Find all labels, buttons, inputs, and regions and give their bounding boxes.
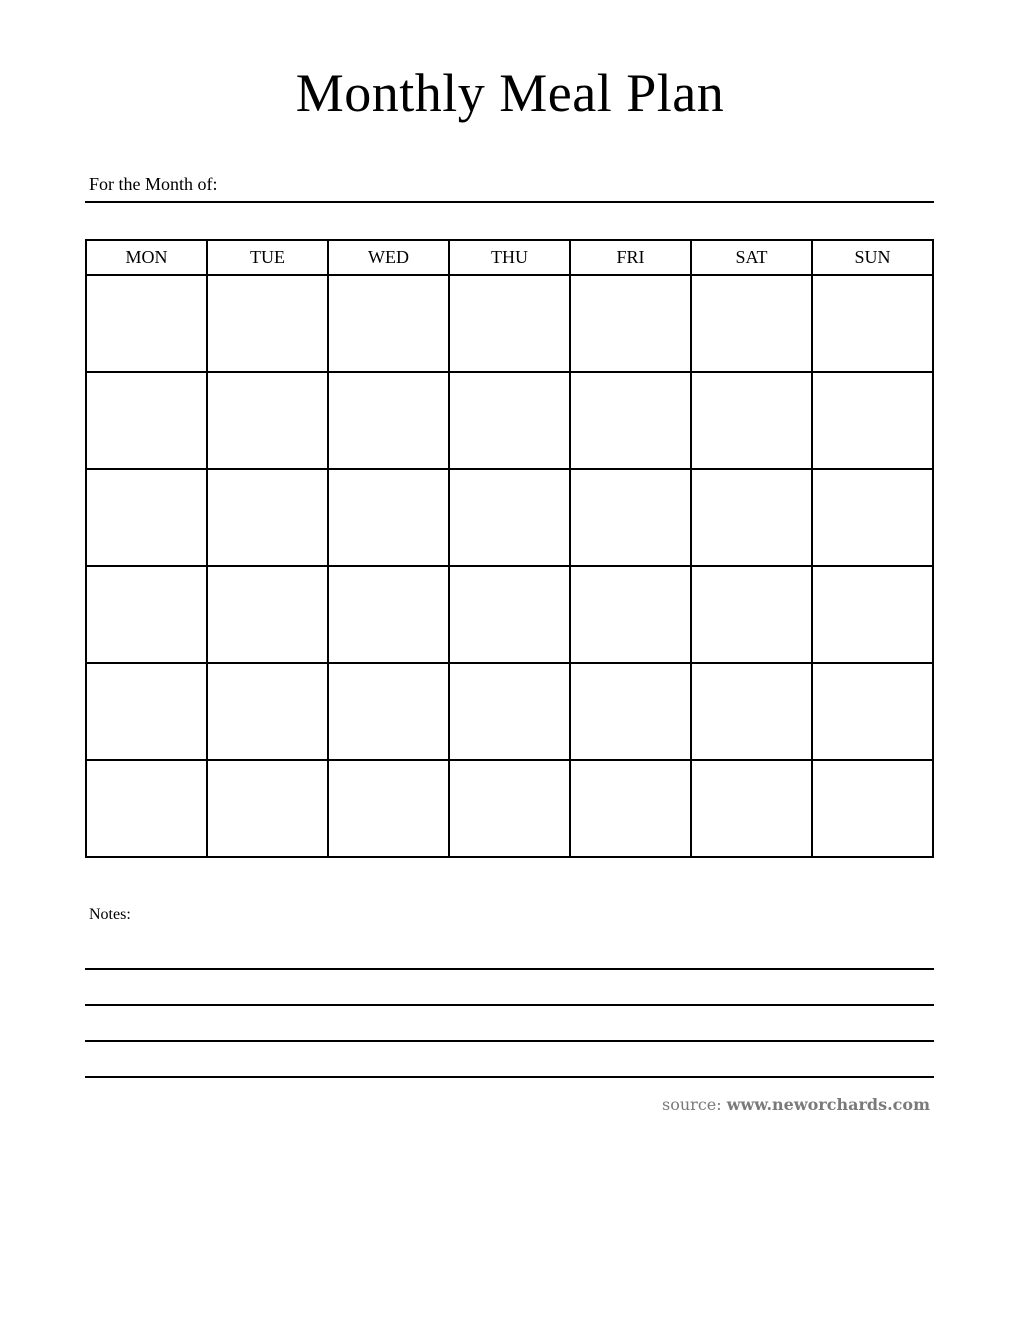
day-cell[interactable] <box>449 760 570 857</box>
day-cell[interactable] <box>328 372 449 469</box>
day-cell[interactable] <box>86 372 207 469</box>
day-cell[interactable] <box>86 760 207 857</box>
page-title: Monthly Meal Plan <box>295 63 725 123</box>
day-cell[interactable] <box>812 469 933 566</box>
day-cell[interactable] <box>86 663 207 760</box>
day-header-sun: SUN <box>812 240 933 275</box>
day-cell[interactable] <box>449 275 570 372</box>
day-cell[interactable] <box>691 566 812 663</box>
source-site: www.neworchards.com <box>726 1095 930 1114</box>
day-header-fri: FRI <box>570 240 691 275</box>
week-row <box>86 663 933 760</box>
day-cell[interactable] <box>812 663 933 760</box>
day-header-mon: MON <box>86 240 207 275</box>
day-cell[interactable] <box>812 566 933 663</box>
day-cell[interactable] <box>691 275 812 372</box>
day-cell[interactable] <box>207 566 328 663</box>
day-cell[interactable] <box>691 469 812 566</box>
day-cell[interactable] <box>570 275 691 372</box>
day-cell[interactable] <box>812 760 933 857</box>
day-header-row <box>86 240 933 275</box>
day-cell[interactable] <box>449 566 570 663</box>
day-header-thu: THU <box>449 240 570 275</box>
notes-label: Notes: <box>89 906 131 923</box>
day-cell[interactable] <box>207 469 328 566</box>
day-cell[interactable] <box>328 275 449 372</box>
day-cell[interactable] <box>86 469 207 566</box>
day-cell[interactable] <box>449 372 570 469</box>
month-label: For the Month of: <box>89 174 218 194</box>
day-cell[interactable] <box>570 566 691 663</box>
day-cell[interactable] <box>328 469 449 566</box>
week-row <box>86 275 933 372</box>
day-header-tue: TUE <box>207 240 328 275</box>
day-cell[interactable] <box>449 469 570 566</box>
day-cell[interactable] <box>207 663 328 760</box>
note-line[interactable] <box>85 968 934 970</box>
day-cell[interactable] <box>86 275 207 372</box>
day-cell[interactable] <box>691 760 812 857</box>
source-prefix: source: <box>662 1095 722 1114</box>
day-cell[interactable] <box>328 760 449 857</box>
day-cell[interactable] <box>328 566 449 663</box>
day-cell[interactable] <box>812 372 933 469</box>
day-cell[interactable] <box>449 663 570 760</box>
meal-calendar <box>85 239 934 858</box>
week-row <box>86 760 933 857</box>
note-line[interactable] <box>85 1076 934 1078</box>
day-cell[interactable] <box>207 372 328 469</box>
note-line[interactable] <box>85 1004 934 1006</box>
day-cell[interactable] <box>691 372 812 469</box>
week-row <box>86 469 933 566</box>
day-cell[interactable] <box>691 663 812 760</box>
day-cell[interactable] <box>570 469 691 566</box>
day-cell[interactable] <box>207 760 328 857</box>
day-cell[interactable] <box>570 372 691 469</box>
day-cell[interactable] <box>207 275 328 372</box>
day-header-sat: SAT <box>691 240 812 275</box>
day-cell[interactable] <box>328 663 449 760</box>
day-cell[interactable] <box>570 663 691 760</box>
note-line[interactable] <box>85 1040 934 1042</box>
month-input-line[interactable] <box>85 201 934 203</box>
day-cell[interactable] <box>812 275 933 372</box>
week-row <box>86 566 933 663</box>
week-row <box>86 372 933 469</box>
day-header-wed: WED <box>328 240 449 275</box>
day-cell[interactable] <box>570 760 691 857</box>
day-cell[interactable] <box>86 566 207 663</box>
source-credit <box>662 1095 930 1114</box>
